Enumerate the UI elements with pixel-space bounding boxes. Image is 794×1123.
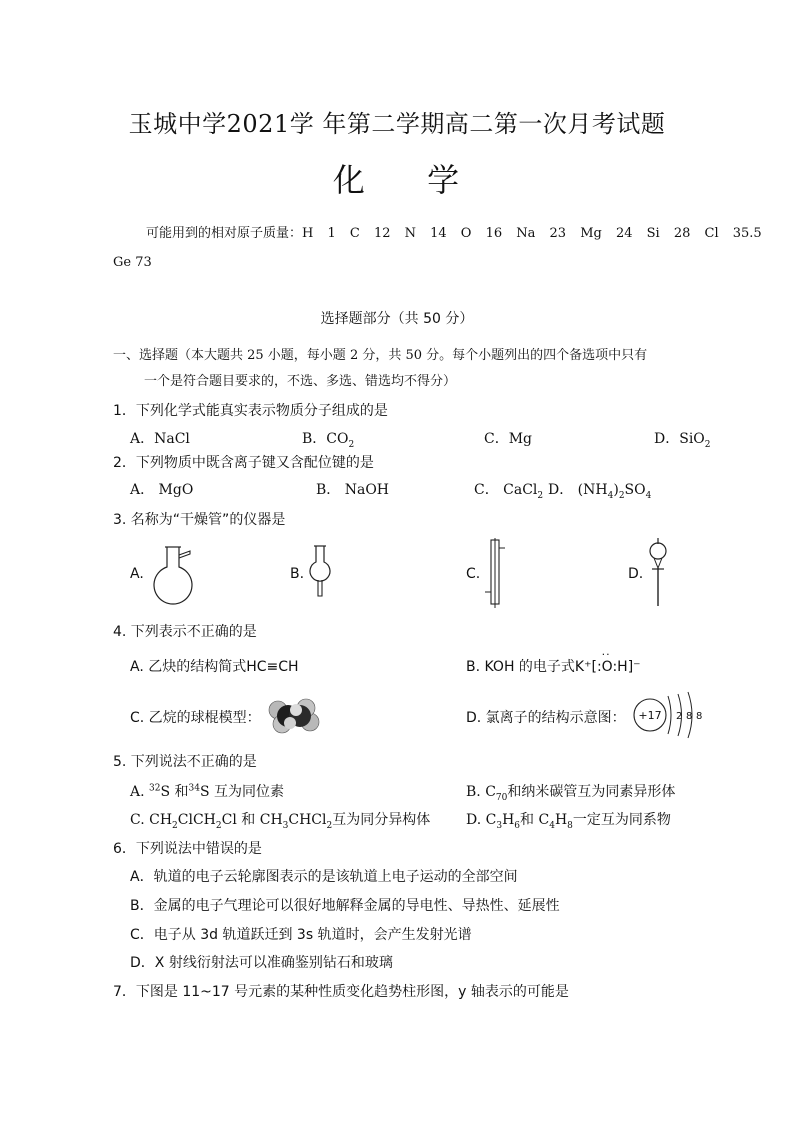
q3-stem: 3. 名称为“干燥管”的仪器是	[113, 512, 286, 528]
q6-option-a: A．轨道的电子云轮廓图表示的是该轨道上电子运动的全部空间	[130, 869, 518, 885]
q4-option-c: C. 乙烷的球棍模型：	[130, 710, 261, 726]
q6-stem: 6．下列说法中错误的是	[113, 841, 262, 857]
q5-option-c: C. $CH_2ClCH_2Cl$ 和 $CH_3CHCl_2$互为同分异构体	[130, 812, 431, 831]
q3-option-a: A.	[130, 566, 144, 582]
q5-stem: 5. 下列说法不正确的是	[113, 754, 257, 770]
q4-option-a: A. 乙炔的结构简式HC≡CH	[130, 659, 299, 675]
shell-2-electrons: 8	[686, 711, 693, 722]
q5-option-b: B. $C_{70}$和纳米碳管互为同素异形体	[466, 784, 676, 803]
atomic-masses-line1: 可能用到的相对原子质量：H 1 C 12 N 14 O 16 Na 23 Mg 24 Si 28 Cl 35.5	[146, 226, 762, 241]
q2-option-b: B． NaOH	[316, 482, 390, 498]
q7-stem: 7．下图是 11~17 号元素的某种性质变化趋势柱形图，y 轴表示的可能是	[113, 984, 569, 1000]
q2-option-d: D． $(NH_4)_2SO_4$	[548, 482, 652, 501]
q3-option-b: B.	[290, 566, 305, 582]
part-intro-line2: 一个是符合题目要求的，不选、多选、错选均不得分）	[144, 374, 457, 389]
q6-option-c: C．电子从 3d 轨道跃迁到 3s 轨道时，会产生发射光谱	[130, 927, 472, 943]
q5-option-a: A. $^{32}$S 和$^{34}$S 互为同位素	[130, 783, 285, 800]
q1-option-c: C．Mg	[484, 431, 533, 447]
q4-option-b: B. KOH 的电子式K⁺[: ·· O:H]⁻	[466, 648, 641, 675]
exam-title: 玉城中学2021学 年第二学期高二第一次月考试题	[128, 110, 666, 138]
q2-option-c: C． CaCl$_2$	[474, 482, 544, 501]
q3-option-c: C.	[466, 566, 481, 582]
q2-option-a: A． MgO	[130, 482, 194, 498]
separatory-funnel-icon	[646, 538, 670, 608]
shell-3-electrons: 8	[696, 711, 703, 722]
section-heading: 选择题部分（共 50 分）	[320, 311, 474, 327]
q5-option-d: D. $C_3H_6$和 $C_4H_8$一定互为同系物	[466, 812, 671, 831]
q1-option-d: D．SiO$_2$	[654, 431, 711, 450]
q6-option-b: B．金属的电子气理论可以很好地解释金属的导电性、导热性、延展性	[130, 898, 560, 914]
part-intro-line1: 一、选择题（本大题共 25 小题，每小题 2 分，共 50 分。每个小题列出的四个备选项中只有	[113, 348, 648, 363]
q2-stem: 2．下列物质中既含离子键又含配位键的是	[113, 455, 374, 471]
q1-stem: 1．下列化学式能真实表示物质分子组成的是	[113, 403, 388, 419]
ethane-ball-model-icon	[266, 698, 322, 734]
nucleus-charge-label: +17	[638, 709, 662, 722]
atomic-masses-line2: Ge 73	[113, 255, 152, 270]
chloride-ion-structure-diagram	[630, 690, 704, 740]
round-bottom-flask-icon	[148, 545, 198, 601]
subject-title: 化 学	[332, 161, 486, 199]
shell-1-electrons: 2	[676, 711, 683, 722]
q1-option-a: A．NaCl	[130, 431, 190, 447]
q4-stem: 4. 下列表示不正确的是	[113, 624, 257, 640]
drying-tube-icon	[307, 544, 333, 600]
q1-option-b: B．$CO_2$	[302, 431, 355, 450]
condenser-icon	[484, 538, 506, 608]
q3-option-d: D.	[628, 566, 644, 582]
q4-option-d: D. 氯离子的结构示意图：	[466, 710, 626, 726]
q6-option-d: D．X 射线衍射法可以准确鉴别钻石和玻璃	[130, 955, 393, 971]
